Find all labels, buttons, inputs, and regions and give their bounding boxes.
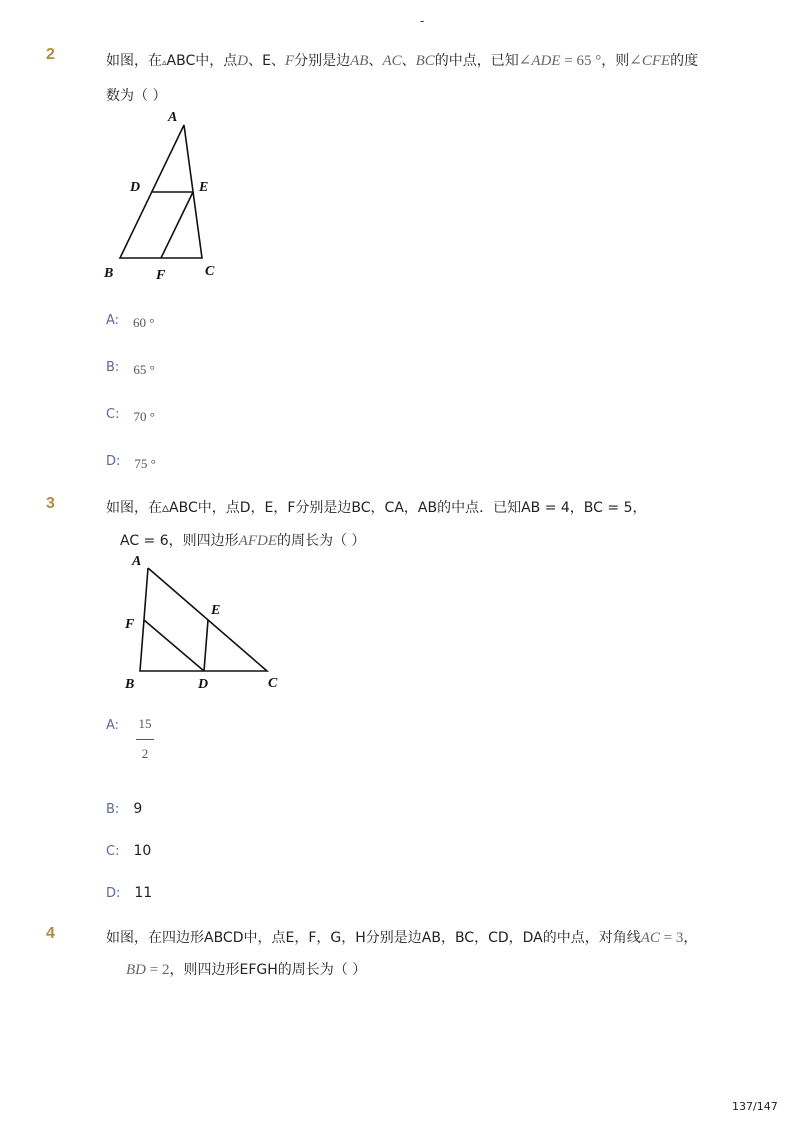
figure-lines — [140, 568, 267, 671]
page-number: 137/147 — [732, 1100, 778, 1113]
label-B: B — [125, 677, 135, 692]
triangle-figure-q3 — [115, 548, 290, 693]
label-D: D — [198, 677, 209, 692]
label-D: D — [130, 180, 141, 195]
option-a[interactable]: A: 60 ° — [106, 313, 155, 330]
option-b[interactable]: B: 65 ° — [106, 360, 155, 377]
label-B: B — [104, 266, 114, 281]
question-stem-line2: 数为（ ） — [106, 88, 167, 104]
option-d[interactable]: D: 11 — [106, 885, 153, 901]
label-A: A — [132, 554, 142, 569]
denominator: 2 — [141, 746, 149, 761]
question-number: 3 — [46, 495, 55, 512]
question-number: 4 — [46, 925, 55, 942]
question-stem-line1: 如图，在▵ABC中，点D、E、F分别是边AB、AC、BC的中点，已知∠ADE = 65 °，则∠CFE的度 — [106, 53, 699, 69]
question-stem-line2: BD = 2，则四边形EFGH的周长为（ ） — [126, 962, 367, 978]
label-C: C — [205, 264, 215, 279]
top-mark: - — [420, 14, 425, 28]
label-C: C — [268, 676, 278, 691]
fraction-bar — [136, 739, 154, 740]
triangle-figure-q2 — [100, 105, 230, 285]
label-F: F — [156, 268, 166, 283]
option-c[interactable]: C: 70 ° — [106, 407, 155, 424]
option-a[interactable]: A: 15 2 — [106, 716, 166, 776]
question-stem-line1: 如图，在▵ABC中，点D，E，F分别是边BC，CA，AB的中点．已知AB = 4，BC = 5， — [106, 500, 647, 516]
label-A: A — [168, 110, 178, 125]
label-F: F — [125, 617, 135, 632]
option-b[interactable]: B: 9 — [106, 801, 143, 817]
fraction — [136, 716, 154, 762]
numerator: 15 — [138, 716, 152, 731]
question-stem-line1: 如图，在四边形ABCD中，点E，F，G，H分别是边AB，BC，CD，DA的中点，对角线AC = 3， — [106, 930, 698, 946]
option-d[interactable]: D: 75 ° — [106, 454, 156, 471]
option-c[interactable]: C: 10 — [106, 843, 152, 859]
label-E: E — [199, 180, 209, 195]
label-E: E — [211, 603, 221, 618]
question-number: 2 — [46, 46, 55, 63]
question-stem-line2: AC = 6，则四边形AFDE的周长为（ ） — [120, 533, 366, 549]
